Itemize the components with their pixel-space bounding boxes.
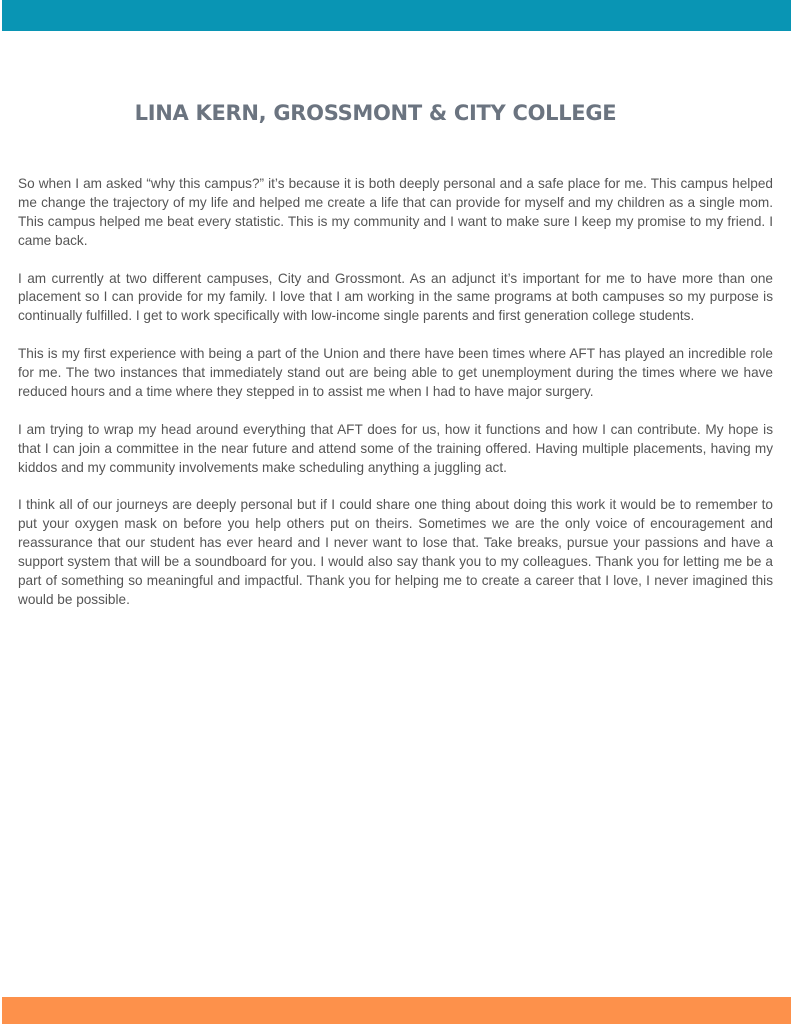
bottom-accent-bar (2, 997, 791, 1024)
paragraph-3: This is my first experience with being a part of the Union and there have been times where AFT has played an incredible role for me. The two instances that immediately stand out are being able to get unemployment during the times where we have reduced hours and a time where they stepped in to assist me when I had to have major surgery. (18, 346, 773, 399)
article-body (18, 175, 773, 610)
paragraph-4: I am trying to wrap my head around everything that AFT does for us, how it functions and how I can contribute. My hope is that I can join a committee in the near future and attend some of the training offered. Having multiple placements, having my kiddos and my community involvements make scheduling anything a juggling act. (18, 421, 773, 475)
paragraph-2: I am currently at two different campuses, City and Grossmont. As an adjunct it’s important for me to have more than one placement so I can provide for my family. I love that I am working in the same programs at both campuses so my purpose is continually fulfilled. I get to work specifically with low-income single parents and first generation college students. (18, 270, 773, 324)
paragraph-1: So when I am asked “why this campus?” it’s because it is both deeply personal and a safe place for me. This campus helped me change the trajectory of my life and helped me create a life that can provide for myself and my children as a single mom. This campus helped me beat every statistic. This is my community and I want to make sure I keep my promise to my friend. I came back. (18, 176, 773, 248)
page-title: LINA KERN, GROSSMONT & CITY COLLEGE (134, 101, 617, 125)
paragraph-5: I think all of our journeys are deeply personal but if I could share one thing about doing this work it would be to remember to put your oxygen mask on before you help others put on theirs. Sometimes we are the only voice of encouragement and reassurance that our student has ever heard and I never want to lose that. Take breaks, pursue your passions and have a support system that will be a soundboard for you. I would also say thank you to my colleagues. Thank you for letting me be a part of something so meaningful and impactful. Thank you for helping me to create a career that I love, I never imagined this would be possible. (18, 497, 773, 607)
top-accent-bar (2, 0, 791, 31)
